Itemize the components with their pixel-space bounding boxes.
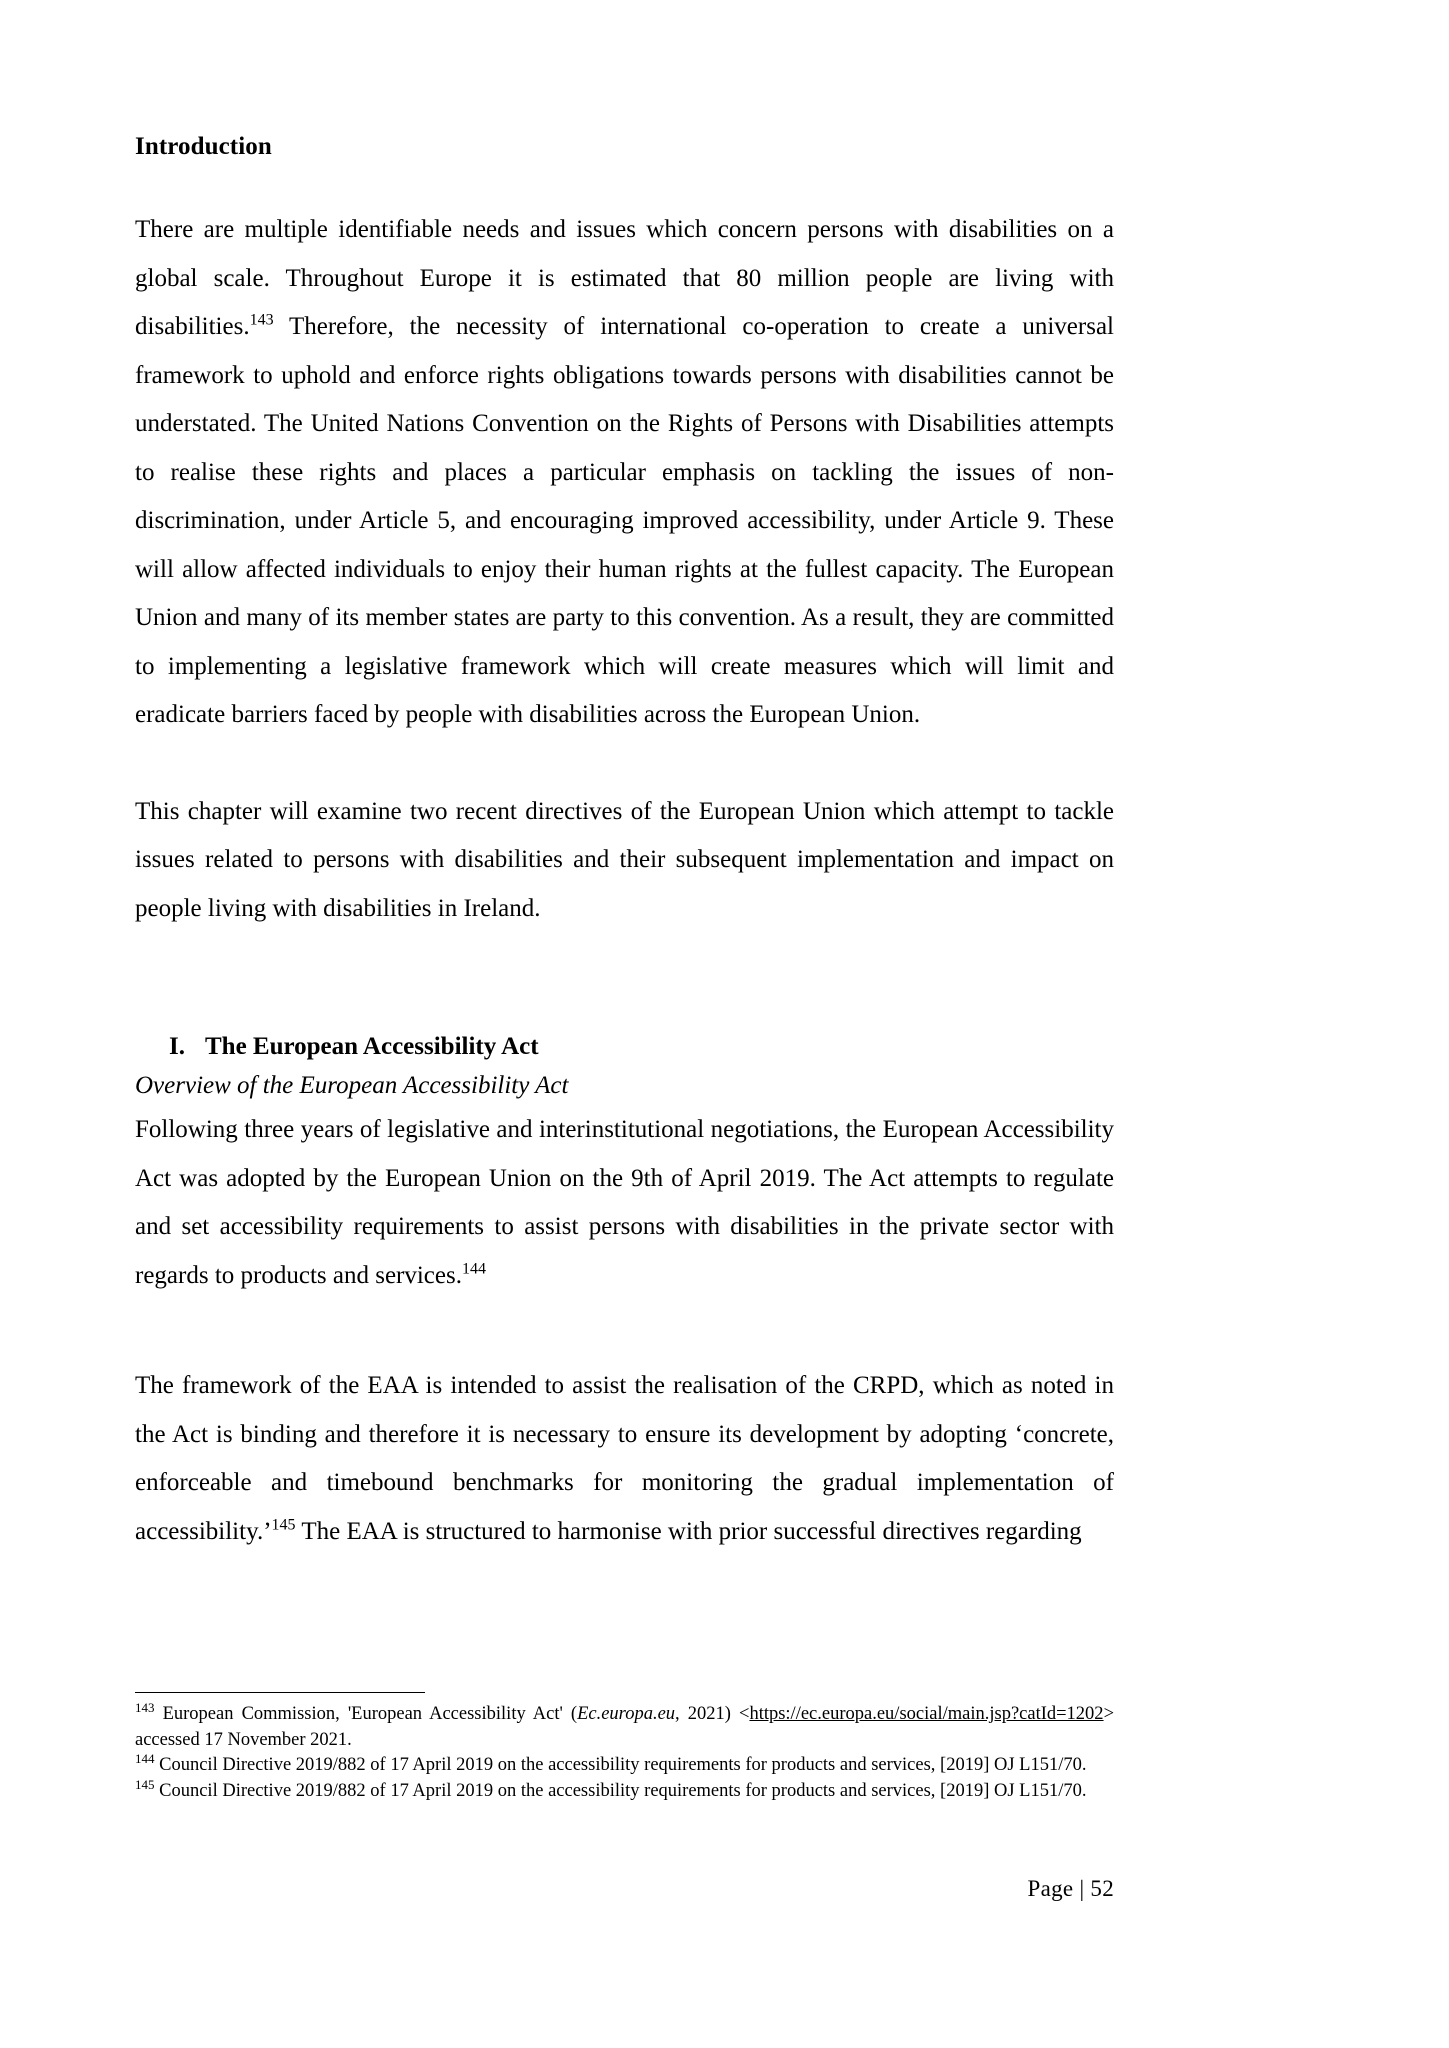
- footnote-text-after-italic: , 2021): [675, 1704, 739, 1724]
- page-content: [135, 132, 1114, 1556]
- section-numeral: I.: [169, 1033, 185, 1060]
- page-title: Introduction: [135, 133, 272, 160]
- footnote-ref-144[interactable]: 144: [461, 1260, 486, 1278]
- paragraph-eaa-framework: [135, 1362, 1114, 1556]
- footnote-url-link[interactable]: https://ec.europa.eu/social/main.jsp?catId=1202: [749, 1704, 1104, 1724]
- footnote-text: Council Directive 2019/882 of 17 April 2019 on the accessibility requirements for products and services, [2019] OJ L151/70.: [154, 1780, 1087, 1801]
- paragraph-text-part-a: There are multiple identifiable needs and issues which concern persons with disabilities on a global scale. Throughout Europe it is estimated that 80 million people are living with disabilities.: [135, 216, 1114, 340]
- page-number-footer: Page | 52: [1027, 1876, 1114, 1901]
- footnote-text: Council Directive 2019/882 of 17 April 2019 on the accessibility requirements for products and services, [2019] OJ L151/70.: [154, 1755, 1087, 1775]
- spacer: [135, 1300, 1114, 1362]
- footnote-143: [135, 1699, 1114, 1753]
- footnote-source-italic: Ec.europa.eu: [577, 1704, 676, 1724]
- footnote-ref-145[interactable]: 145: [271, 1516, 296, 1534]
- footnote-ref-143[interactable]: 143: [249, 311, 274, 329]
- paragraph-text-part-b: Therefore, the necessity of international co-operation to create a universal framework to uphold and enforce rights obligations towards persons with disabilities cannot be understated. The United Nations Convention on the Rights of Persons with Disabilities attempts to realise these rights and places a particular emphasis on tackling the issues of non-discrimination, under Article 5, and encouraging improved accessibility, under Article 9. These will allow affected individuals to enjoy their human rights at the fullest capacity. The European Union and many of its member states are party to this convention. As a result, they are committed to implementing a legislative framework which will create measures which will limit and eradicate barriers faced by people with disabilities across the European Union.: [135, 313, 1114, 728]
- spacer: [135, 983, 1114, 1031]
- footnote-number: 145: [135, 1776, 155, 1792]
- paragraph-eaa-overview: [135, 1106, 1114, 1300]
- footnote-number: 144: [135, 1750, 155, 1766]
- paragraph-text-part-a: The framework of the EAA is intended to assist the realisation of the CRPD, which as noted in the Act is binding and therefore it is necessary to ensure its development by adopting ‘concrete, enforceable and timebound benchmarks for monitoring the gradual implementation of accessibility.’: [135, 1372, 1114, 1545]
- paragraph-introduction-1: [135, 206, 1114, 740]
- footnote-number: 143: [135, 1699, 155, 1715]
- footnote-text-tail: > accessed 17 November 2021.: [135, 1704, 1114, 1750]
- footnote-145: [135, 1776, 1114, 1805]
- paragraph-chapter-scope: This chapter will examine two recent directives of the European Union which attempt to tackle issues related to persons with disabilities and their subsequent implementation and impact on people living with disabilities in Ireland.: [135, 797, 1114, 922]
- section-subtitle: Overview of the European Accessibility Act: [135, 1072, 569, 1100]
- spacer: [135, 740, 1114, 788]
- paragraph-text-part-a: Following three years of legislative and interinstitutional negotiations, the European Accessibility Act was adopted by the European Union on the 9th of April 2019. The Act attempts to regulate and set accessibility requirements to assist persons with disabilities in the private sector with regards to products and services.: [135, 1116, 1114, 1289]
- spacer: [135, 162, 1114, 206]
- paragraph-text-part-b: The EAA is structured to harmonise with prior successful directives regarding: [295, 1517, 1082, 1545]
- section-heading-1: [135, 1031, 1114, 1062]
- footnote-144: [135, 1750, 1114, 1779]
- footnote-text-before-italic: European Commission, 'European Accessibility Act' (: [154, 1704, 578, 1724]
- spacer: [135, 933, 1114, 983]
- footnotes-section: [135, 1692, 1114, 1804]
- footnote-link-open-bracket: <: [739, 1704, 750, 1724]
- section-title: The European Accessibility Act: [205, 1033, 539, 1060]
- footnote-separator-rule: [135, 1692, 425, 1693]
